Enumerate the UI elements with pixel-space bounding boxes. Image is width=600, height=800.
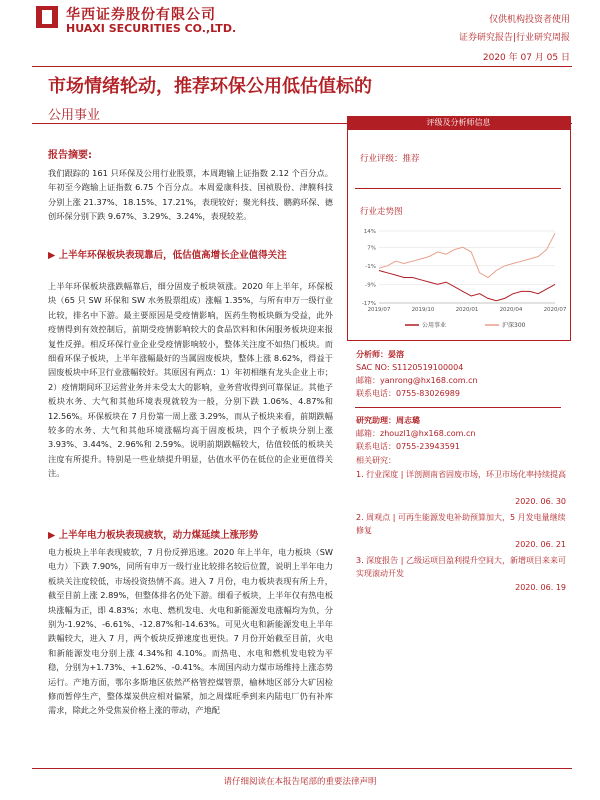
related-item-3[interactable]: 3. 深度报告 | 乙级运项目盈利提升空间大，新增项目来来可实现滚动开发 [356, 556, 566, 578]
y-tick-label: -1% [365, 263, 376, 270]
x-tick-label: 2019/07 [367, 307, 391, 313]
related-item-2[interactable]: 2. 周观点 | 可再生能源发电补助预算加大，5 月发电量继续修复 [356, 513, 566, 535]
x-tick-label: 2020/01 [455, 307, 479, 313]
header-divider [32, 66, 572, 67]
series-line-2 [379, 233, 555, 277]
analyst2-phone: 联系电话：0755-23943591 [356, 442, 460, 451]
abstract-title: 报告摘要: [48, 150, 92, 161]
report-date: 2020 年 07 月 05 日 [482, 53, 570, 63]
section1-title: ▶ 上半年环保板块表现靠后，低估值高增长企业值得关注 [48, 250, 287, 261]
footer-divider [32, 768, 572, 769]
analyst2-email[interactable]: 邮箱：zhouzl1@hx168.com.cn [356, 429, 476, 438]
analyst-divider [355, 407, 561, 408]
x-tick-label: 2020/07 [543, 307, 567, 313]
section1-text: 上半年环保板块涨跌幅靠后，细分固废子板块领涨。2020 年上半年，环保板块（65 只 SW 环保和 SW 水务股票组成）涨幅 1.35%，与所有申万一级行业比较，排名中下游。最主要原因是受疫情影响，医药生物板块颇为受益，此外疫情得到有效控制后，前期受疫情影响较大的食品饮料和休闲服务板块迎来报复性反弹。相反环保行业企业受疫情影响较小，整体关注度不如热门板块。而细看环保子板块，上半年涨幅最好的当属固废板块，整体上涨 8.62%，得益于固废板块中环卫行业涨幅较好。其原因有两点：1）年初相继有龙头企业上市；2）疫情期间环卫运营业务并未受太大的影响，业务营收得到可靠保证。其他子板块水务、大气和其他环境表现就较为一般，分别下跌 1.06%、4.87%和 12.56%。环保板块在 7 月份第一周上涨 3.29%，而从子板块来看，前期跌幅较多的水务、大气和其他环境涨幅均高于固废板块，四个子板块分别上涨 3.93%、3.44%、2.96%和 2.59%。说明前期跌幅较大，估值较低的板块关注度有所提升。特别是一些业绩提升明显，估值水平仍在低位的企业更值得关注。 [48, 281, 333, 479]
sector-name: 公用事业 [48, 108, 101, 123]
related-title: 相关研究： [356, 456, 396, 465]
related-item-1[interactable]: 1. 行业深度 | 详剖测南省固废市场，环卫市场化率持续提高 [356, 470, 566, 479]
related-item-2-date: 2020. 06. 21 [515, 540, 566, 549]
company-logo-icon [36, 6, 58, 28]
section2-text: 电力板块上半年表现疲软，7 月份反弹迅速。2020 年上半年，电力板块（SW 电力）下跌 7.90%，同所有申万一级行业比较排名较后位置，说明上半年电力板块关注度较低，市场投资热情不高。进入 7 月份，电力板块表现有所上升，截至目前上涨 2.89%，但整体排名仍处下游。细看子板块，上半年仅有热电板块涨幅为正，即 4.83%；水电、燃机发电、火电和新能源发电涨幅均为负，分别为-1.92%、-6.61%、-12.87%和-14.63%。可见火电和新能源发电上半年跌幅较大，进入 7 月，两个板块反弹速度也更快。7 月份开始截至目前，火电和新能源发电分别上涨 4.34%和 4.10%。而热电、水电和燃机发电较为平稳，分别为+1.73%、+1.62%、-0.41%。本周国内动力煤市场维持上涨态势运行。产地方面，鄂尔多斯地区依然严格管控煤管票，榆林地区部分大矿因检修而暂停生产，整体煤炭供应相对偏紧，加之周煤旺季到来内陆电厂仍有补库需求，除此之外受焦炭价格上涨的带动，产地配 [48, 547, 333, 716]
related-item-3-date: 2020. 06. 19 [515, 583, 566, 592]
industry-rating: 行业评级：推荐 [360, 154, 420, 164]
analyst1-phone: 联系电话：0755-83026989 [356, 389, 460, 398]
analyst1-email[interactable]: 邮箱：yanrong@hx168.com.cn [356, 376, 478, 385]
rating-box-title: 评级及分析师信息 [347, 116, 570, 130]
y-tick-label: 7% [367, 245, 376, 252]
report-title: 市场情绪轮动，推荐环保公用低估值标的 [48, 76, 372, 97]
section2-title: ▶ 上半年电力板块表现疲软，动力煤延续上涨形势 [48, 530, 259, 541]
abstract-text: 我们跟踪的 161 只环保及公用行业股票，本周跑输上证指数 2.12 个百分点。年初至今跑输上证指数 6.75 个百分点。本周爱康科技、国祯股份、津膜科技分别上涨 21.37%、18.15%、17.21%，表现较好；聚光科技、鹏鹞环保、德创环保分别下跌 9.67%、3.29%、3.24%，表现较差。 [48, 168, 333, 222]
analyst2-title: 研究助理：周志璐 [356, 416, 420, 425]
y-tick-label: -9% [365, 282, 376, 289]
trend-chart [355, 225, 567, 337]
x-tick-label: 2019/10 [411, 307, 435, 313]
audience-note: 仅供机构投资者使用 [488, 15, 570, 25]
trend-label: 行业走势图 [360, 207, 403, 217]
analyst1-title: 分析师：晏溶 [356, 350, 404, 359]
rating-divider [355, 188, 561, 189]
legend-label-2: 沪深300 [502, 322, 526, 329]
report-type: 证券研究报告|行业研究周报 [458, 33, 570, 43]
legal-notice: 请仔细阅读在本报告尾部的重要法律声明 [223, 777, 377, 787]
related-item-1-date: 2020. 06. 30 [515, 497, 566, 506]
y-tick-label: 14% [363, 229, 376, 235]
x-tick-label: 2020/04 [499, 307, 523, 313]
y-tick-label: -17% [361, 301, 376, 307]
analyst1-sac: SAC NO: S1120519100004 [356, 363, 464, 372]
series-line-1 [379, 271, 555, 301]
legend-label-1: 公用事业 [422, 322, 447, 329]
company-name-cn: 华西证券股份有限公司 [66, 7, 216, 23]
company-name-en: HUAXI SECURITIES CO.,LTD. [66, 22, 237, 35]
